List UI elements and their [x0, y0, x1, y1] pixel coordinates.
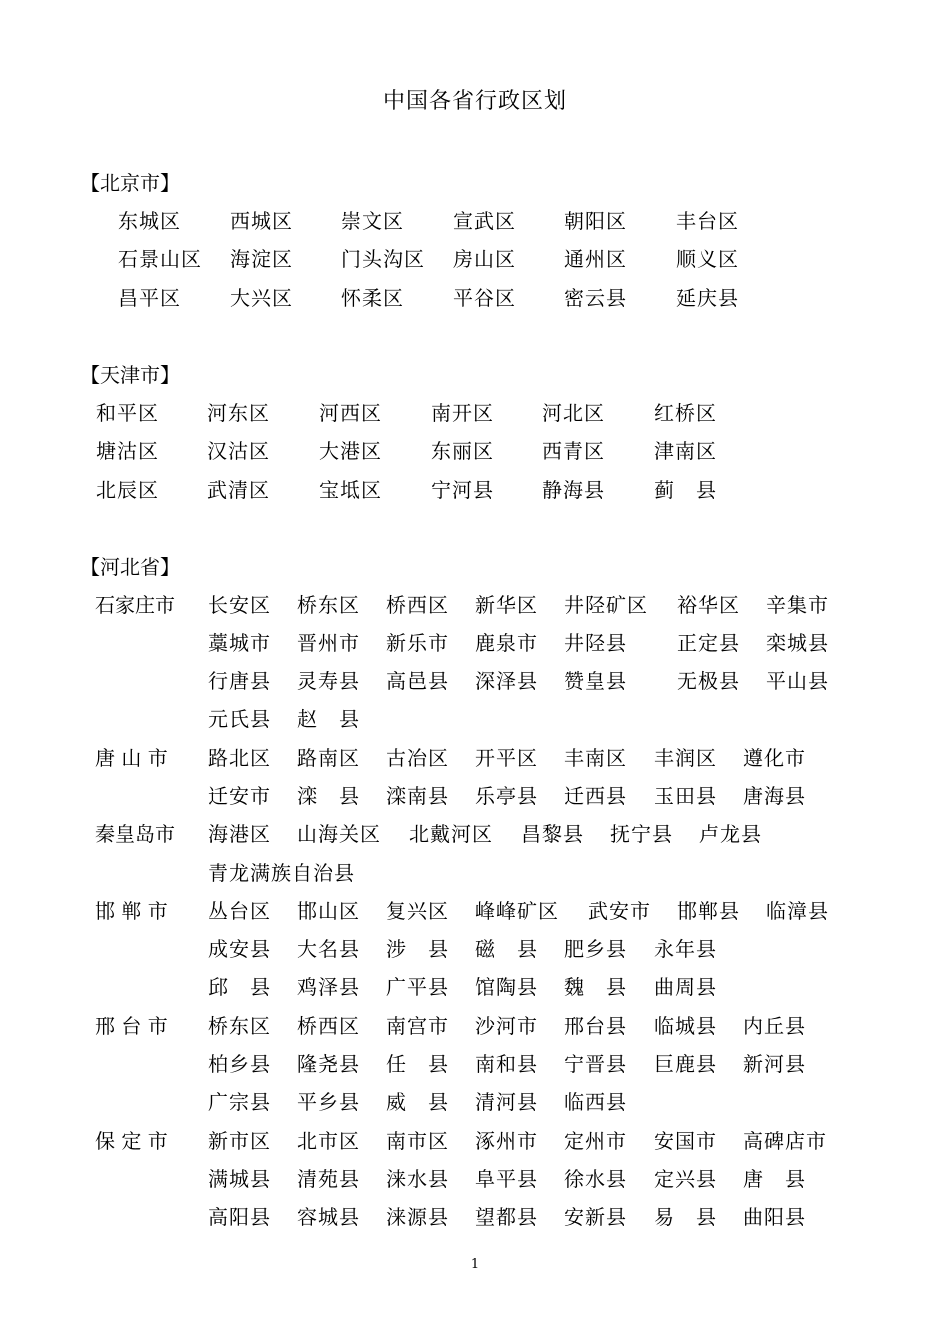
city-name: 秦皇岛市 [95, 822, 175, 846]
city-name: 邯 郸 市 [95, 899, 168, 923]
district-name: 东城区 [118, 209, 181, 233]
district-name: 西城区 [230, 209, 293, 233]
district-name: 房山区 [453, 247, 516, 271]
county-name: 永年县 [654, 937, 717, 961]
county-name: 定兴县 [654, 1167, 717, 1191]
city-name: 唐 山 市 [95, 746, 168, 770]
county-name: 成安县 [208, 937, 271, 961]
county-name: 山海关区 [297, 822, 381, 846]
county-name: 临城县 [654, 1014, 717, 1038]
county-name: 唐海县 [743, 784, 806, 808]
county-name: 安国市 [654, 1129, 717, 1153]
district-name: 塘沽区 [96, 439, 159, 463]
county-name: 宁晋县 [564, 1052, 627, 1076]
district-name: 宝坻区 [319, 478, 382, 502]
county-name: 清苑县 [297, 1167, 360, 1191]
city-name: 邢 台 市 [95, 1014, 168, 1038]
county-name: 乐亭县 [475, 784, 538, 808]
county-name: 邢台县 [564, 1014, 627, 1038]
section-heading-beijing: 【北京市】 [80, 171, 180, 195]
county-name: 桥西区 [386, 593, 449, 617]
county-name: 任 县 [386, 1052, 449, 1076]
county-name: 磁 县 [475, 937, 538, 961]
county-name: 涞源县 [386, 1205, 449, 1229]
county-name: 行唐县 [208, 669, 271, 693]
county-name: 海港区 [208, 822, 271, 846]
county-name: 遵化市 [743, 746, 806, 770]
district-name: 北辰区 [96, 478, 159, 502]
section-heading-tianjin: 【天津市】 [80, 363, 180, 387]
county-name: 武安市 [588, 899, 651, 923]
county-name: 望都县 [475, 1205, 538, 1229]
county-name: 抚宁县 [610, 822, 673, 846]
city-name: 保 定 市 [95, 1129, 168, 1153]
county-name: 正定县 [677, 631, 740, 655]
county-name: 鸡泽县 [297, 975, 360, 999]
county-name: 昌黎县 [521, 822, 584, 846]
district-name: 昌平区 [118, 286, 181, 310]
county-row [0, 818, 950, 856]
district-name: 通州区 [564, 247, 627, 271]
district-name: 南开区 [431, 401, 494, 425]
county-name: 平乡县 [297, 1090, 360, 1114]
district-name: 宣武区 [453, 209, 516, 233]
district-name: 武清区 [207, 478, 270, 502]
district-name: 朝阳区 [564, 209, 627, 233]
county-name: 广宗县 [208, 1090, 271, 1114]
tianjin-row [0, 435, 950, 473]
beijing-row [0, 243, 950, 281]
county-name: 井陉县 [564, 631, 627, 655]
county-name: 长安区 [208, 593, 271, 617]
county-row [0, 1010, 950, 1048]
county-name: 南宫市 [386, 1014, 449, 1038]
county-name: 魏 县 [564, 975, 627, 999]
county-name: 峰峰矿区 [475, 899, 559, 923]
county-name: 新华区 [475, 593, 538, 617]
district-name: 汉沽区 [207, 439, 270, 463]
beijing-row [0, 205, 950, 243]
county-name: 临西县 [564, 1090, 627, 1114]
county-name: 新市区 [208, 1129, 271, 1153]
district-name: 海淀区 [230, 247, 293, 271]
county-name: 阜平县 [475, 1167, 538, 1191]
county-name: 沙河市 [475, 1014, 538, 1038]
county-row [0, 627, 950, 665]
county-name: 元氏县 [208, 707, 271, 731]
county-name: 清河县 [475, 1090, 538, 1114]
district-name: 河北区 [542, 401, 605, 425]
county-name: 定州市 [564, 1129, 627, 1153]
county-name: 南和县 [475, 1052, 538, 1076]
county-name: 巨鹿县 [654, 1052, 717, 1076]
district-name: 红桥区 [654, 401, 717, 425]
county-name: 丛台区 [208, 899, 271, 923]
county-name: 邱 县 [208, 975, 271, 999]
page-title: 中国各省行政区划 [382, 89, 567, 114]
district-name: 顺义区 [676, 247, 739, 271]
county-row [0, 1048, 950, 1086]
county-row [0, 1163, 950, 1201]
county-name: 涉 县 [386, 937, 449, 961]
county-name: 北戴河区 [409, 822, 493, 846]
county-name: 滦南县 [386, 784, 449, 808]
city-name: 石家庄市 [95, 593, 175, 617]
county-name: 迁安市 [208, 784, 271, 808]
county-name: 隆尧县 [297, 1052, 360, 1076]
county-name: 安新县 [564, 1205, 627, 1229]
page-number: 1 [470, 1257, 480, 1272]
county-name: 古冶区 [386, 746, 449, 770]
county-name: 北市区 [297, 1129, 360, 1153]
county-name: 广平县 [386, 975, 449, 999]
county-name: 高阳县 [208, 1205, 271, 1229]
county-name: 邯郸县 [677, 899, 740, 923]
county-name: 丰润区 [654, 746, 717, 770]
county-name: 曲阳县 [743, 1205, 806, 1229]
county-name: 徐水县 [564, 1167, 627, 1191]
county-name: 辛集市 [766, 593, 829, 617]
county-name: 新河县 [743, 1052, 806, 1076]
district-name: 崇文区 [341, 209, 404, 233]
county-name: 赞皇县 [564, 669, 627, 693]
county-name: 卢龙县 [699, 822, 762, 846]
district-name: 宁河县 [431, 478, 494, 502]
district-name: 河西区 [319, 401, 382, 425]
county-name: 肥乡县 [564, 937, 627, 961]
county-name: 平山县 [766, 669, 829, 693]
county-name: 栾城县 [766, 631, 829, 655]
county-name: 南市区 [386, 1129, 449, 1153]
district-name: 石景山区 [118, 247, 202, 271]
county-name: 桥东区 [297, 593, 360, 617]
county-name: 鹿泉市 [475, 631, 538, 655]
county-name: 晋州市 [297, 631, 360, 655]
district-name: 西青区 [542, 439, 605, 463]
tianjin-row [0, 397, 950, 435]
beijing-row [0, 282, 950, 320]
county-name: 临漳县 [766, 899, 829, 923]
county-name: 玉田县 [654, 784, 717, 808]
county-name: 易 县 [654, 1205, 717, 1229]
county-name: 馆陶县 [475, 975, 538, 999]
county-name: 涞水县 [386, 1167, 449, 1191]
county-name: 赵 县 [297, 707, 360, 731]
county-row [0, 665, 950, 703]
county-row [0, 895, 950, 933]
county-row [0, 971, 950, 1009]
county-name: 邯山区 [297, 899, 360, 923]
county-name: 深泽县 [475, 669, 538, 693]
county-name: 满城县 [208, 1167, 271, 1191]
section-heading-hebei: 【河北省】 [80, 555, 180, 579]
county-row [0, 780, 950, 818]
county-name: 唐 县 [743, 1167, 806, 1191]
district-name: 东丽区 [431, 439, 494, 463]
county-row [0, 857, 950, 895]
county-name: 容城县 [297, 1205, 360, 1229]
county-row [0, 742, 950, 780]
county-name: 复兴区 [386, 899, 449, 923]
county-name: 藁城市 [208, 631, 271, 655]
county-name: 井陉矿区 [564, 593, 648, 617]
county-name: 开平区 [475, 746, 538, 770]
county-name: 青龙满族自治县 [208, 861, 355, 885]
district-name: 河东区 [207, 401, 270, 425]
district-name: 丰台区 [676, 209, 739, 233]
district-name: 延庆县 [676, 286, 739, 310]
county-row [0, 589, 950, 627]
county-row [0, 1086, 950, 1124]
district-name: 静海县 [542, 478, 605, 502]
county-name: 柏乡县 [208, 1052, 271, 1076]
county-name: 内丘县 [743, 1014, 806, 1038]
county-name: 涿州市 [475, 1129, 538, 1153]
district-name: 大港区 [319, 439, 382, 463]
county-row [0, 1201, 950, 1239]
county-name: 路北区 [208, 746, 271, 770]
district-name: 门头沟区 [341, 247, 425, 271]
county-name: 曲周县 [654, 975, 717, 999]
county-row [0, 1125, 950, 1163]
county-name: 桥西区 [297, 1014, 360, 1038]
county-name: 高邑县 [386, 669, 449, 693]
county-row [0, 703, 950, 741]
tianjin-row [0, 474, 950, 512]
district-name: 怀柔区 [341, 286, 404, 310]
county-name: 高碑店市 [743, 1129, 827, 1153]
district-name: 蓟 县 [654, 478, 717, 502]
county-name: 新乐市 [386, 631, 449, 655]
district-name: 密云县 [564, 286, 627, 310]
county-row [0, 933, 950, 971]
county-name: 迁西县 [564, 784, 627, 808]
county-name: 滦 县 [297, 784, 360, 808]
county-name: 威 县 [386, 1090, 449, 1114]
district-name: 大兴区 [230, 286, 293, 310]
district-name: 平谷区 [453, 286, 516, 310]
county-name: 丰南区 [564, 746, 627, 770]
county-name: 灵寿县 [297, 669, 360, 693]
county-name: 路南区 [297, 746, 360, 770]
county-name: 无极县 [677, 669, 740, 693]
district-name: 津南区 [654, 439, 717, 463]
county-name: 裕华区 [677, 593, 740, 617]
county-name: 桥东区 [208, 1014, 271, 1038]
district-name: 和平区 [96, 401, 159, 425]
county-name: 大名县 [297, 937, 360, 961]
